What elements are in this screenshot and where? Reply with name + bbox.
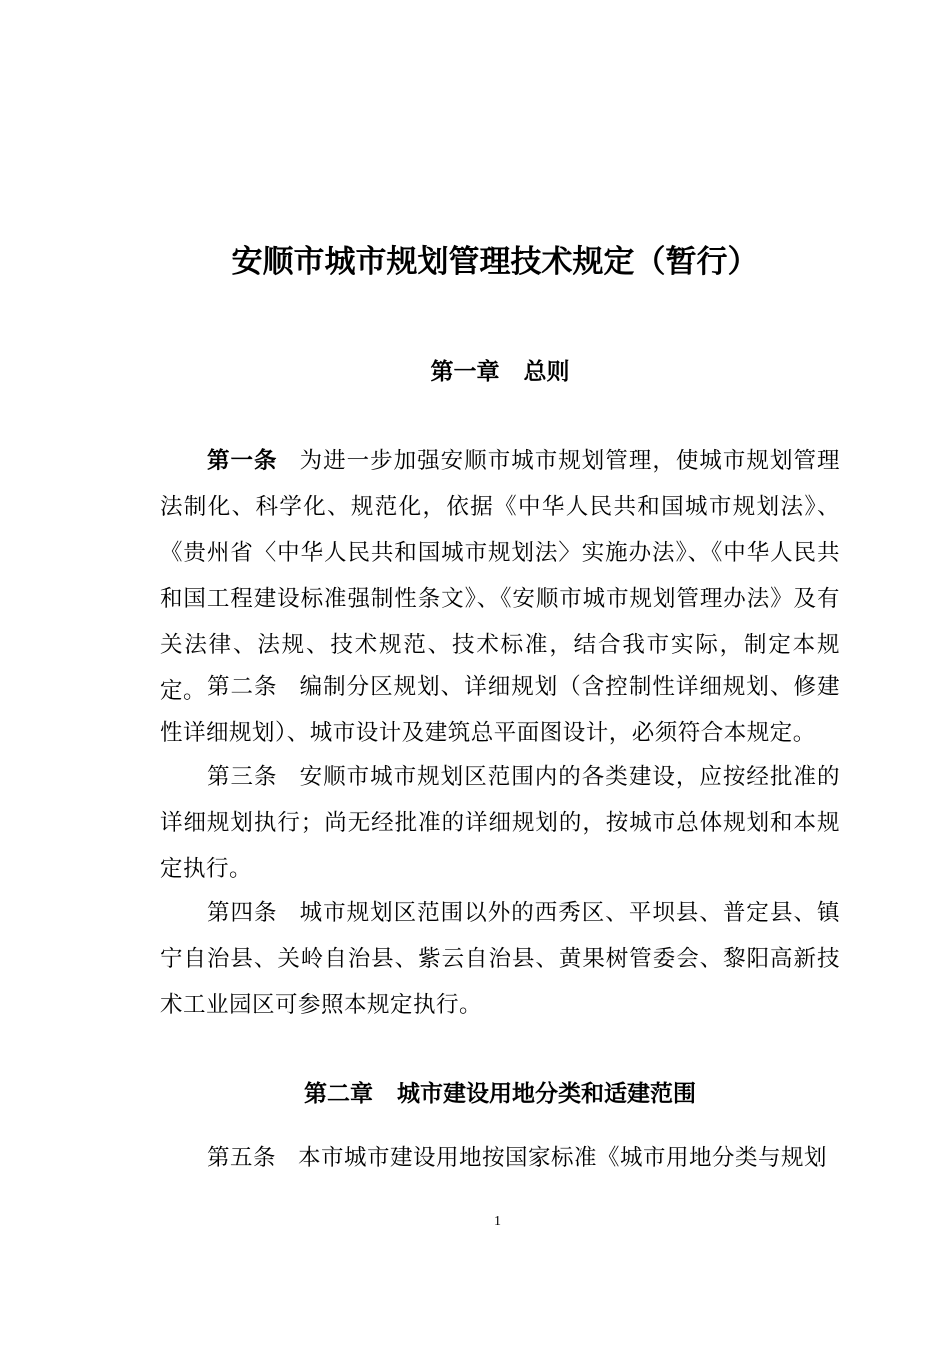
chapter-2-heading — [0, 1076, 950, 1112]
chapter-2-number: 第二章 — [304, 1081, 373, 1107]
article-1-number: 第一条 — [207, 448, 278, 474]
chapter-1-title: 总则 — [523, 359, 570, 385]
chapter-2-title: 城市建设用地分类和适建范围 — [397, 1081, 696, 1107]
article-3-number: 第三条 — [207, 764, 278, 790]
article-5-text: 本市城市建设用地按国家标准《城市用地分类与规划 — [298, 1145, 828, 1171]
article-4 — [160, 890, 840, 1028]
article-1-text: 为进一步加强安顺市城市规划管理，使城市规划管理法制化、科学化、规范化，依据《中华人民共和国城市规划法》、《贵州省〈中华人民共和国城市规划法〉实施办法》、《中华人民共和国工程建设标准强制性条文》、《安顺市城市规划管理办法》及有关法律、法规、技术规范、技术标准，结合我市实际，制定本规定。 — [160, 448, 840, 704]
chapter-1-heading — [0, 354, 950, 390]
article-3 — [160, 754, 840, 892]
article-3-text: 安顺市城市规划区范围内的各类建设，应按经批准的详细规划执行；尚无经批准的详细规划的，按城市总体规划和本规定执行。 — [160, 764, 840, 882]
article-2-number: 第二条 — [207, 674, 278, 700]
chapter-1-number: 第一章 — [430, 359, 500, 385]
page-number: 1 — [494, 1214, 501, 1229]
article-5-number: 第五条 — [207, 1145, 277, 1171]
document-title: 安顺市城市规划管理技术规定（暂行） — [231, 244, 759, 280]
article-2 — [160, 664, 840, 756]
article-5 — [160, 1135, 840, 1181]
article-4-number: 第四条 — [207, 900, 278, 926]
article-4-text: 城市规划区范围以外的西秀区、平坝县、普定县、镇宁自治县、关岭自治县、紫云自治县、黄果树管委会、黎阳高新技术工业园区可参照本规定执行。 — [160, 900, 840, 1018]
article-2-text: 编制分区规划、详细规划（含控制性详细规划、修建性详细规划）、城市设计及建筑总平面图设计，必须符合本规定。 — [160, 674, 840, 746]
